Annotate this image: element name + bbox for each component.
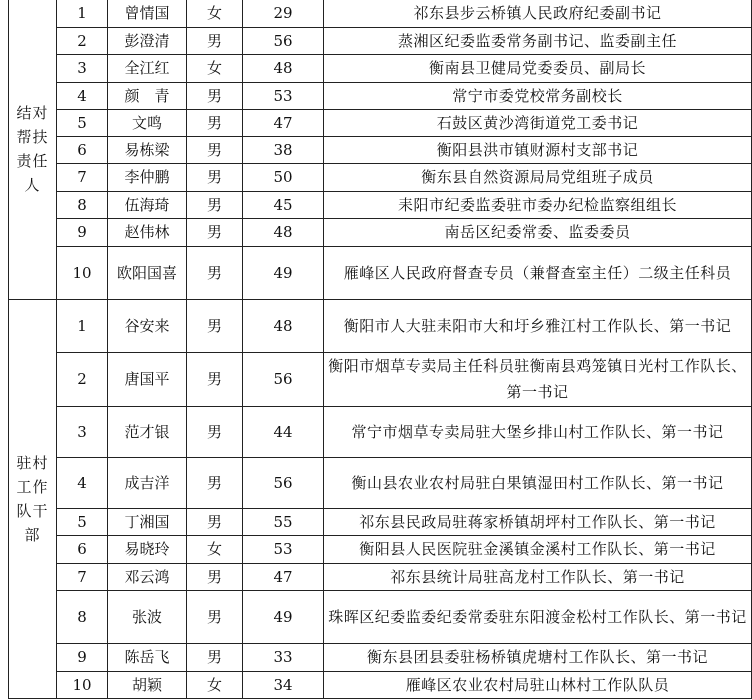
person-duty: 衡阳市烟草专卖局主任科员驻衡南县鸡笼镇日光村工作队长、第一书记 <box>324 352 752 406</box>
person-name: 李仲鹏 <box>108 163 187 191</box>
person-age: 47 <box>243 563 324 590</box>
person-age: 48 <box>243 54 324 82</box>
person-age: 56 <box>243 352 324 406</box>
row-number: 9 <box>57 643 108 671</box>
row-number: 3 <box>57 406 108 457</box>
person-age: 48 <box>243 299 324 352</box>
person-duty: 衡阳市人大驻耒阳市大和圩乡雅江村工作队长、第一书记 <box>324 299 752 352</box>
person-age: 53 <box>243 82 324 109</box>
row-number: 4 <box>57 82 108 109</box>
person-name: 成吉洋 <box>108 457 187 508</box>
table-row <box>9 457 752 508</box>
person-duty: 衡阳县人民医院驻金溪镇金溪村工作队长、第一书记 <box>324 535 752 563</box>
table-row <box>9 352 752 406</box>
row-number: 6 <box>57 535 108 563</box>
person-sex: 女 <box>187 535 243 563</box>
person-name: 范才银 <box>108 406 187 457</box>
table-row <box>9 535 752 563</box>
table-row <box>9 671 752 698</box>
row-number: 1 <box>57 299 108 352</box>
person-sex: 男 <box>187 27 243 54</box>
person-age: 50 <box>243 163 324 191</box>
person-duty: 常宁市烟草专卖局驻大堡乡排山村工作队长、第一书记 <box>324 406 752 457</box>
person-name: 赵伟林 <box>108 218 187 246</box>
table-row <box>9 54 752 82</box>
person-name: 谷安来 <box>108 299 187 352</box>
person-name: 全江红 <box>108 54 187 82</box>
person-duty: 衡山县农业农村局驻白果镇湿田村工作队长、第一书记 <box>324 457 752 508</box>
row-number: 7 <box>57 563 108 590</box>
person-sex: 男 <box>187 590 243 643</box>
person-sex: 女 <box>187 54 243 82</box>
person-age: 47 <box>243 109 324 136</box>
row-number: 2 <box>57 352 108 406</box>
person-age: 45 <box>243 191 324 218</box>
person-name: 唐国平 <box>108 352 187 406</box>
person-duty: 常宁市委党校常务副校长 <box>324 82 752 109</box>
person-age: 49 <box>243 590 324 643</box>
person-sex: 女 <box>187 0 243 27</box>
person-duty: 耒阳市纪委监委驻市委办纪检监察组组长 <box>324 191 752 218</box>
row-number: 5 <box>57 109 108 136</box>
person-age: 56 <box>243 27 324 54</box>
row-number: 3 <box>57 54 108 82</box>
row-number: 4 <box>57 457 108 508</box>
person-duty: 衡南县卫健局党委委员、副局长 <box>324 54 752 82</box>
person-sex: 男 <box>187 109 243 136</box>
table-row <box>9 191 752 218</box>
person-age: 49 <box>243 246 324 299</box>
person-sex: 男 <box>187 191 243 218</box>
person-name: 陈岳飞 <box>108 643 187 671</box>
group-title: 驻村工作队干部 <box>16 453 49 544</box>
person-name: 易晓玲 <box>108 535 187 563</box>
person-duty: 衡东县团县委驻杨桥镇虎塘村工作队长、第一书记 <box>324 643 752 671</box>
person-name: 丁湘国 <box>108 508 187 535</box>
person-sex: 男 <box>187 508 243 535</box>
person-age: 48 <box>243 218 324 246</box>
person-name: 伍海琦 <box>108 191 187 218</box>
person-age: 29 <box>243 0 324 27</box>
person-name: 胡颖 <box>108 671 187 698</box>
row-number: 2 <box>57 27 108 54</box>
table-row <box>9 508 752 535</box>
row-number: 9 <box>57 218 108 246</box>
group-title-cell <box>9 0 57 299</box>
table-row <box>9 109 752 136</box>
person-age: 38 <box>243 136 324 163</box>
table-row <box>9 218 752 246</box>
table-row <box>9 82 752 109</box>
table-row <box>9 590 752 643</box>
row-number: 5 <box>57 508 108 535</box>
person-sex: 男 <box>187 406 243 457</box>
person-duty: 南岳区纪委常委、监委委员 <box>324 218 752 246</box>
group-title-cell <box>9 299 57 698</box>
person-duty: 雁峰区农业农村局驻山林村工作队队员 <box>324 671 752 698</box>
person-sex: 女 <box>187 671 243 698</box>
person-age: 53 <box>243 535 324 563</box>
row-number: 8 <box>57 191 108 218</box>
person-age: 44 <box>243 406 324 457</box>
person-name: 颜 青 <box>108 82 187 109</box>
person-sex: 男 <box>187 643 243 671</box>
row-number: 7 <box>57 163 108 191</box>
person-name: 文鸣 <box>108 109 187 136</box>
person-sex: 男 <box>187 352 243 406</box>
person-duty: 祁东县步云桥镇人民政府纪委副书记 <box>324 0 752 27</box>
person-sex: 男 <box>187 563 243 590</box>
table-row <box>9 136 752 163</box>
person-duty: 衡东县自然资源局局党组班子成员 <box>324 163 752 191</box>
person-sex: 男 <box>187 299 243 352</box>
person-sex: 男 <box>187 163 243 191</box>
person-sex: 男 <box>187 457 243 508</box>
row-number: 6 <box>57 136 108 163</box>
person-sex: 男 <box>187 82 243 109</box>
row-number: 8 <box>57 590 108 643</box>
table-row <box>9 246 752 299</box>
group-title: 结对帮扶责任人 <box>16 104 49 195</box>
row-number: 10 <box>57 246 108 299</box>
table-row <box>9 563 752 590</box>
person-sex: 男 <box>187 218 243 246</box>
person-name: 彭澄清 <box>108 27 187 54</box>
person-name: 张波 <box>108 590 187 643</box>
person-name: 曾情国 <box>108 0 187 27</box>
table-row <box>9 163 752 191</box>
person-duty: 祁东县民政局驻蒋家桥镇胡坪村工作队长、第一书记 <box>324 508 752 535</box>
table-row <box>9 299 752 352</box>
person-duty: 雁峰区人民政府督查专员（兼督查室主任）二级主任科员 <box>324 246 752 299</box>
table-row <box>9 0 752 27</box>
person-name: 易栋梁 <box>108 136 187 163</box>
person-duty: 祁东县统计局驻高龙村工作队长、第一书记 <box>324 563 752 590</box>
row-number: 1 <box>57 0 108 27</box>
row-number: 10 <box>57 671 108 698</box>
person-age: 55 <box>243 508 324 535</box>
person-name: 欧阳国喜 <box>108 246 187 299</box>
person-name: 邓云鸿 <box>108 563 187 590</box>
person-duty: 珠晖区纪委监委纪委常委驻东阳渡金松村工作队长、第一书记 <box>324 590 752 643</box>
person-age: 34 <box>243 671 324 698</box>
table-row <box>9 27 752 54</box>
person-sex: 男 <box>187 246 243 299</box>
person-sex: 男 <box>187 136 243 163</box>
person-duty: 石鼓区黄沙湾街道党工委书记 <box>324 109 752 136</box>
person-duty: 衡阳县洪市镇财源村支部书记 <box>324 136 752 163</box>
person-age: 33 <box>243 643 324 671</box>
person-duty: 蒸湘区纪委监委常务副书记、监委副主任 <box>324 27 752 54</box>
person-age: 56 <box>243 457 324 508</box>
table-row <box>9 643 752 671</box>
table-row <box>9 406 752 457</box>
cadre-table <box>8 0 752 699</box>
